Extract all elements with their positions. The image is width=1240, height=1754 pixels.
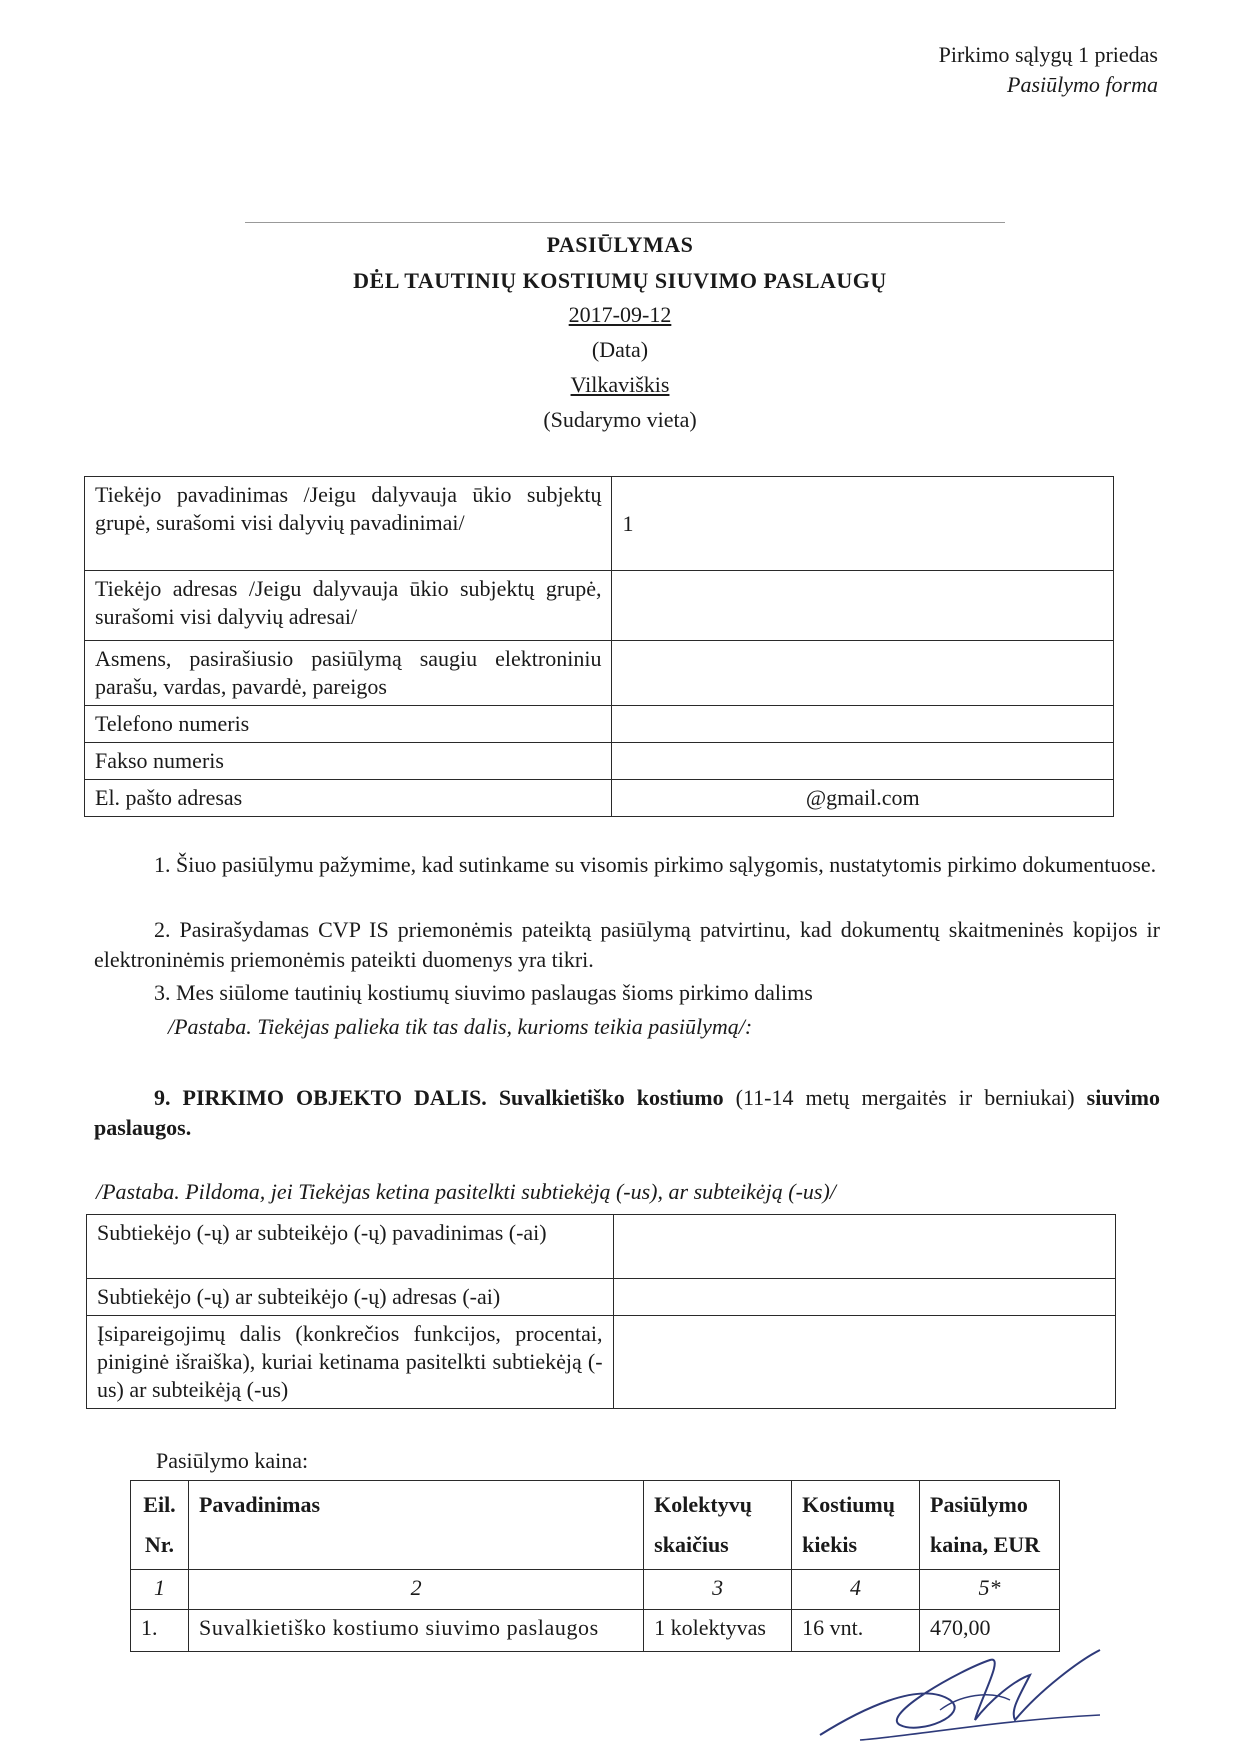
- table-row: [85, 641, 1114, 706]
- subcontractor-table: [86, 1214, 1116, 1409]
- row-name: Suvalkietiško kostiumo siuvimo paslaugos: [188, 1610, 643, 1652]
- header-annex-label: Pirkimo sąlygų 1 priedas: [938, 42, 1158, 67]
- price-table: [130, 1480, 1060, 1652]
- table-row: [131, 1481, 1060, 1570]
- place-value: Vilkaviškis: [570, 372, 670, 397]
- part-bold-lead: 9. PIRKIMO OBJEKTO DALIS. Suvalkietiško kostiumo: [154, 1085, 724, 1110]
- statement-2: 2. Pasirašydamas CVP IS priemonėmis pateiktą pasiūlymą patvirtinu, kad dokumentų skaitmeninės kopijos ir elektroninėmis priemonėmis pateikti duomenys yra tikri.: [94, 917, 1160, 972]
- table-row: [85, 477, 1114, 571]
- col-number: 2: [188, 1570, 643, 1610]
- row-collectives: 1 kolektyvas: [644, 1610, 792, 1652]
- date-label: (Data): [591, 337, 649, 362]
- table-row: [87, 1215, 1116, 1279]
- table-row: [85, 571, 1114, 641]
- header-no: Eil. Nr.: [131, 1481, 189, 1570]
- document-title: PASIŪLYMAS: [546, 232, 694, 257]
- col-number: 1: [131, 1570, 189, 1610]
- table-row: [85, 706, 1114, 743]
- part-mid: (11-14 metų mergaitės ir berniukai): [723, 1085, 1087, 1110]
- statement-3: 3. Mes siūlome tautinių kostiumų siuvimo paslaugas šioms pirkimo dalims: [154, 980, 813, 1005]
- header-name: Pavadinimas: [188, 1481, 643, 1570]
- signatory-label: Asmens, pasirašiusio pasiūlymą saugiu elektroniniu parašu, vardas, pavardė, pareigos: [85, 641, 612, 706]
- header-price: Pasiūlymo kaina, EUR: [920, 1481, 1060, 1570]
- subcontractor-note: /Pastaba. Pildoma, jei Tiekėjas ketina pasitelkti subtiekėją (-us), ar subteikėją (-us)/: [96, 1179, 836, 1204]
- fax-label: Fakso numeris: [85, 743, 612, 780]
- subcontractor-name-label: Subtiekėjo (-ų) ar subteikėjo (-ų) pavadinimas (-ai): [87, 1215, 614, 1279]
- col-number: 4: [792, 1570, 920, 1610]
- header-collectives: Kolektyvų skaičius: [644, 1481, 792, 1570]
- row-quantity: 16 vnt.: [792, 1610, 920, 1652]
- email-label: El. pašto adresas: [85, 780, 612, 817]
- place-label: (Sudarymo vieta): [543, 407, 697, 432]
- email-value: @gmail.com: [612, 780, 1114, 817]
- phone-label: Telefono numeris: [85, 706, 612, 743]
- phone-value: [612, 706, 1114, 743]
- table-row: [87, 1279, 1116, 1316]
- date-value: 2017-09-12: [568, 302, 672, 327]
- supplier-address-label: Tiekėjo adresas /Jeigu dalyvauja ūkio subjektų grupė, surašomi visi dalyvių adresai/: [85, 571, 612, 641]
- subcontractor-name-value: [613, 1215, 1115, 1279]
- document-header: [939, 40, 1158, 100]
- table-row: [85, 743, 1114, 780]
- statement-1: 1. Šiuo pasiūlymu pažymime, kad sutinkame su visomis pirkimo sąlygomis, nustatytomis pirkimo dokumentuose.: [154, 852, 1157, 877]
- subcontractor-address-value: [613, 1279, 1115, 1316]
- row-no: 1.: [131, 1610, 189, 1652]
- obligations-value: [613, 1316, 1115, 1409]
- supplier-name-label: Tiekėjo pavadinimas /Jeigu dalyvauja ūkio subjektų grupė, surašomi visi dalyvių pavadinimai/: [85, 477, 612, 571]
- fax-value: [612, 743, 1114, 780]
- signatory-value: [612, 641, 1114, 706]
- subcontractor-address-label: Subtiekėjo (-ų) ar subteikėjo (-ų) adresas (-ai): [87, 1279, 614, 1316]
- table-row: [131, 1570, 1060, 1610]
- part-bold-tail: siuvimo paslaugos.: [94, 1085, 1160, 1140]
- document-subtitle: DĖL TAUTINIŲ KOSTIUMŲ SIUVIMO PASLAUGŲ: [353, 268, 887, 293]
- supplier-address-value: [612, 571, 1114, 641]
- header-quantity: Kostiumų kiekis: [792, 1481, 920, 1570]
- statement-3-note: /Pastaba. Tiekėjas palieka tik tas dalis, kurioms teikia pasiūlymą/:: [168, 1014, 753, 1039]
- col-number: 5*: [920, 1570, 1060, 1610]
- signature: [800, 1640, 1130, 1750]
- supplier-info-table: [84, 476, 1114, 817]
- col-number: 3: [644, 1570, 792, 1610]
- table-row: [85, 780, 1114, 817]
- obligations-label: Įsipareigojimų dalis (konkrečios funkcijos, procentai, piniginė išraiška), kuriai ketinama pasitelkti subtiekėją (-us) ar subteikėją (-us): [87, 1316, 614, 1409]
- procurement-part: [94, 1083, 1160, 1143]
- price-caption: Pasiūlymo kaina:: [156, 1448, 309, 1473]
- table-row: [87, 1316, 1116, 1409]
- supplier-name-value: 1: [612, 477, 1114, 571]
- header-form-label: Pasiūlymo forma: [1007, 72, 1158, 97]
- row-price: 470,00: [920, 1610, 1060, 1652]
- title-rule: [245, 222, 1005, 223]
